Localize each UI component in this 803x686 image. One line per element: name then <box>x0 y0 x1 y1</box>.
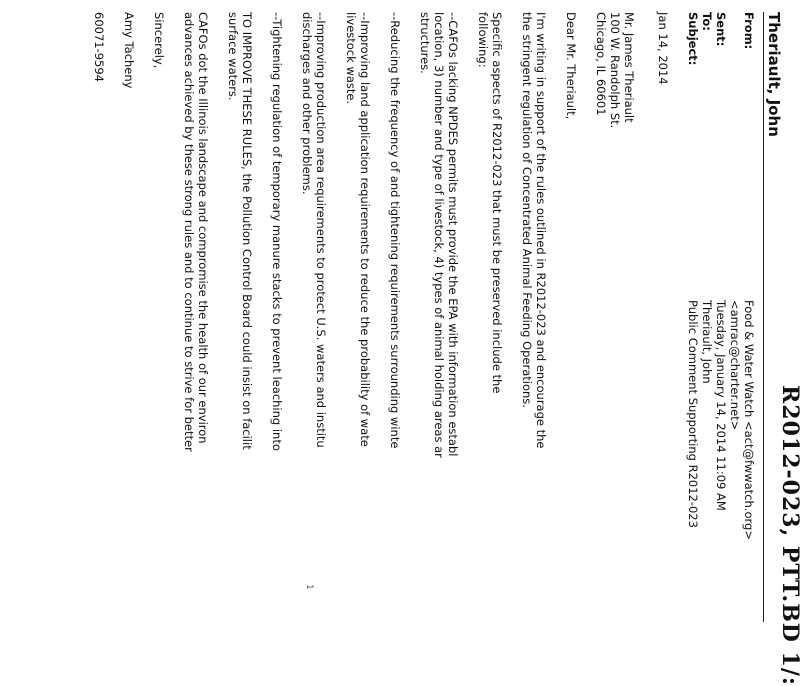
docket-stamp: R2012-023, PTT.BD 1/: <box>777 385 803 686</box>
signoff: Sincerely, <box>152 12 166 69</box>
sent-label: Sent: <box>714 12 728 47</box>
header-divider <box>763 12 764 622</box>
list-item: --Improving land application requirements to reduce the probability of wate <box>358 12 372 447</box>
list-item-continued: discharges and other problems. <box>300 12 314 195</box>
subject-label: Subject: <box>686 12 700 66</box>
closing-line: advances achieved by these strong rules and to continue to strive for better <box>182 12 196 452</box>
closing-line: CAFOs dot the Illinois landscape and compromise the health of our environ <box>196 12 210 444</box>
salutation: Dear Mr. Theriault, <box>564 12 578 120</box>
subject-value: Public Comment Supporting R2012-023 <box>686 300 700 528</box>
signature-zip: 60071-9594 <box>92 12 106 82</box>
improve-line: surface waters. <box>226 12 240 101</box>
sent-value: Tuesday, January 14, 2014 11:09 AM <box>714 300 728 511</box>
to-label: To: <box>700 12 714 31</box>
to-value: Theriault, John <box>700 300 714 384</box>
list-item: --Tightening regulation of temporary manure stacks to prevent leaching into <box>270 12 284 451</box>
from-value-continued: <amrac@charter.net> <box>728 300 742 431</box>
from-label: From: <box>742 12 756 50</box>
signature-name: Amy Tacheny <box>122 12 136 89</box>
list-item-continued: structures. <box>418 12 432 74</box>
list-item-continued: location, 3) number and type of livestock, 4) types of animal holding areas ar <box>432 12 446 458</box>
list-item: --CAFOs lacking NPDES permits must provide the EPA with information establ <box>446 12 460 457</box>
address-line: Mr. James Theriault <box>622 12 636 123</box>
page-number: 1 <box>304 584 314 590</box>
address-line: 100 W. Randolph St. <box>608 12 622 129</box>
list-item: --Improving production area requirements to protect U.S. waters and institu <box>314 12 328 448</box>
sender-name: Theriault, John <box>765 12 783 137</box>
address-line: Chicago, IL 60601 <box>594 12 608 116</box>
improve-line: TO IMPROVE THESE RULES, the Pollution Control Board could insist on facilit <box>240 12 254 450</box>
intro-line: I'm writing in support of the rules outlined in R2012-023 and encourage the <box>534 12 548 449</box>
list-item-continued: livestock waste. <box>344 12 358 105</box>
from-value: Food & Water Watch <act@fwwatch.org> <box>742 300 756 540</box>
aspects-line: Specific aspects of R2012-023 that must be preserved include the <box>490 12 504 394</box>
list-item: --Reducing the frequency of and tightening requirements surrounding winte <box>388 12 402 449</box>
aspects-line: following: <box>476 12 490 68</box>
letter-date: Jan 14, 2014 <box>656 12 670 85</box>
intro-line: the stringent regulation of Concentrated Animal Feeding Operations. <box>520 12 534 408</box>
